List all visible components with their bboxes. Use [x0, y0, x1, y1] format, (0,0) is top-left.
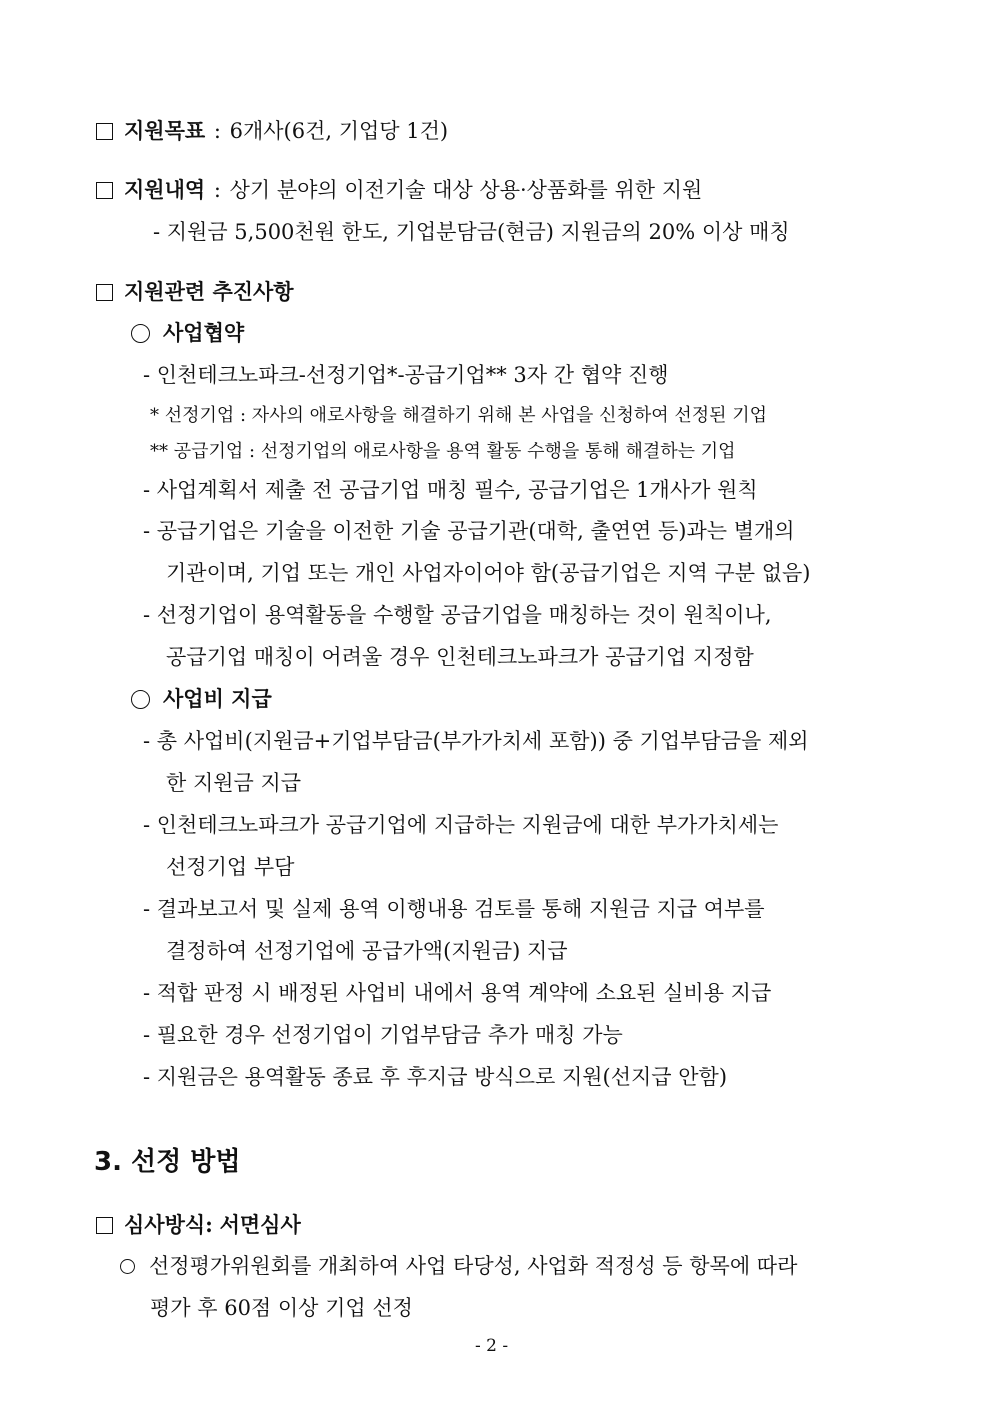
payment-heading — [131, 686, 272, 712]
agreement-line: - 인천테크노파크-선정기업*-공급기업** 3자 간 협약 진행 — [143, 363, 669, 387]
circle-bullet-icon — [131, 324, 150, 343]
support-details-line: 지원내역 : 상기 분야의 이전기술 대상 상용·상품화를 위한 지원 — [96, 177, 702, 203]
payment-line-cont: 한 지원금 지급 — [166, 771, 302, 795]
agreement-line: - 공급기업은 기술을 이전한 기술 공급기관(대학, 출연연 등)과는 별개의 — [143, 519, 795, 543]
square-bullet-icon — [96, 1217, 113, 1234]
review-method-label: 심사방식: — [124, 1212, 213, 1237]
support-details-text: 상기 분야의 이전기술 대상 상용·상품화를 위한 지원 — [229, 178, 703, 202]
support-details-label: 지원내역 — [124, 177, 206, 202]
circle-bullet-icon — [120, 1259, 135, 1274]
review-method-line — [96, 1212, 301, 1238]
payment-line-cont: 선정기업 부담 — [166, 855, 295, 879]
support-goal-text: 6개사(6건, 기업당 1건) — [229, 119, 449, 143]
agreement-title: 사업협약 — [163, 320, 245, 345]
agreement-note: * 선정기업 : 자사의 애로사항을 해결하기 위해 본 사업을 신청하여 선정된 기업 — [150, 405, 768, 426]
support-details-sub: - 지원금 5,500천원 한도, 기업분담금(현금) 지원금의 20% 이상 매칭 — [153, 220, 790, 244]
section3-heading: 3. 선정 방법 — [94, 1147, 241, 1177]
square-bullet-icon — [96, 284, 113, 301]
payment-line-cont: 결정하여 선정기업에 공급가액(지원금) 지급 — [166, 939, 568, 963]
agreement-line: - 선정기업이 용역활동을 수행할 공급기업을 매칭하는 것이 원칙이나, — [143, 603, 772, 627]
agreement-line-cont: 기관이며, 기업 또는 개인 사업자이어야 함(공급기업은 지역 구분 없음) — [166, 561, 811, 585]
agreement-note: ** 공급기업 : 선정기업의 애로사항을 용역 활동 수행을 통해 해결하는 기업 — [150, 441, 736, 462]
review-bullet-cont: 평가 후 60점 이상 기업 선정 — [150, 1296, 413, 1320]
page-number: - 2 - — [475, 1336, 509, 1356]
support-goal-line: 지원목표 : 6개사(6건, 기업당 1건) — [96, 118, 448, 144]
support-goal-label: 지원목표 — [124, 118, 206, 143]
agreement-heading — [131, 320, 244, 346]
review-bullet-line — [120, 1253, 797, 1279]
payment-title: 사업비 지급 — [163, 686, 272, 711]
square-bullet-icon — [96, 182, 113, 199]
payment-line: - 지원금은 용역활동 종료 후 후지급 방식으로 지원(선지급 안함) — [143, 1065, 728, 1089]
payment-line: - 적합 판정 시 배정된 사업비 내에서 용역 계약에 소요된 실비용 지급 — [143, 981, 772, 1005]
payment-line: - 필요한 경우 선정기업이 기업부담금 추가 매칭 가능 — [143, 1023, 623, 1047]
support-actions-title: 지원관련 추진사항 — [124, 279, 294, 304]
payment-line: - 결과보고서 및 실제 용역 이행내용 검토를 통해 지원금 지급 여부를 — [143, 897, 765, 921]
support-actions-heading — [96, 279, 294, 305]
payment-line: - 인천테크노파크가 공급기업에 지급하는 지원금에 대한 부가가치세는 — [143, 813, 779, 837]
review-method-text: 서면심사 — [219, 1212, 301, 1237]
payment-line: - 총 사업비(지원금+기업부담금(부가가치세 포함)) 중 기업부담금을 제외 — [143, 729, 809, 753]
agreement-line: - 사업계획서 제출 전 공급기업 매칭 필수, 공급기업은 1개사가 원칙 — [143, 478, 758, 502]
circle-bullet-icon — [131, 690, 150, 709]
agreement-line-cont: 공급기업 매칭이 어려울 경우 인천테크노파크가 공급기업 지정함 — [166, 645, 754, 669]
square-bullet-icon — [96, 123, 113, 140]
review-bullet-text: 선정평가위원회를 개최하여 사업 타당성, 사업화 적정성 등 항목에 따라 — [149, 1254, 798, 1278]
